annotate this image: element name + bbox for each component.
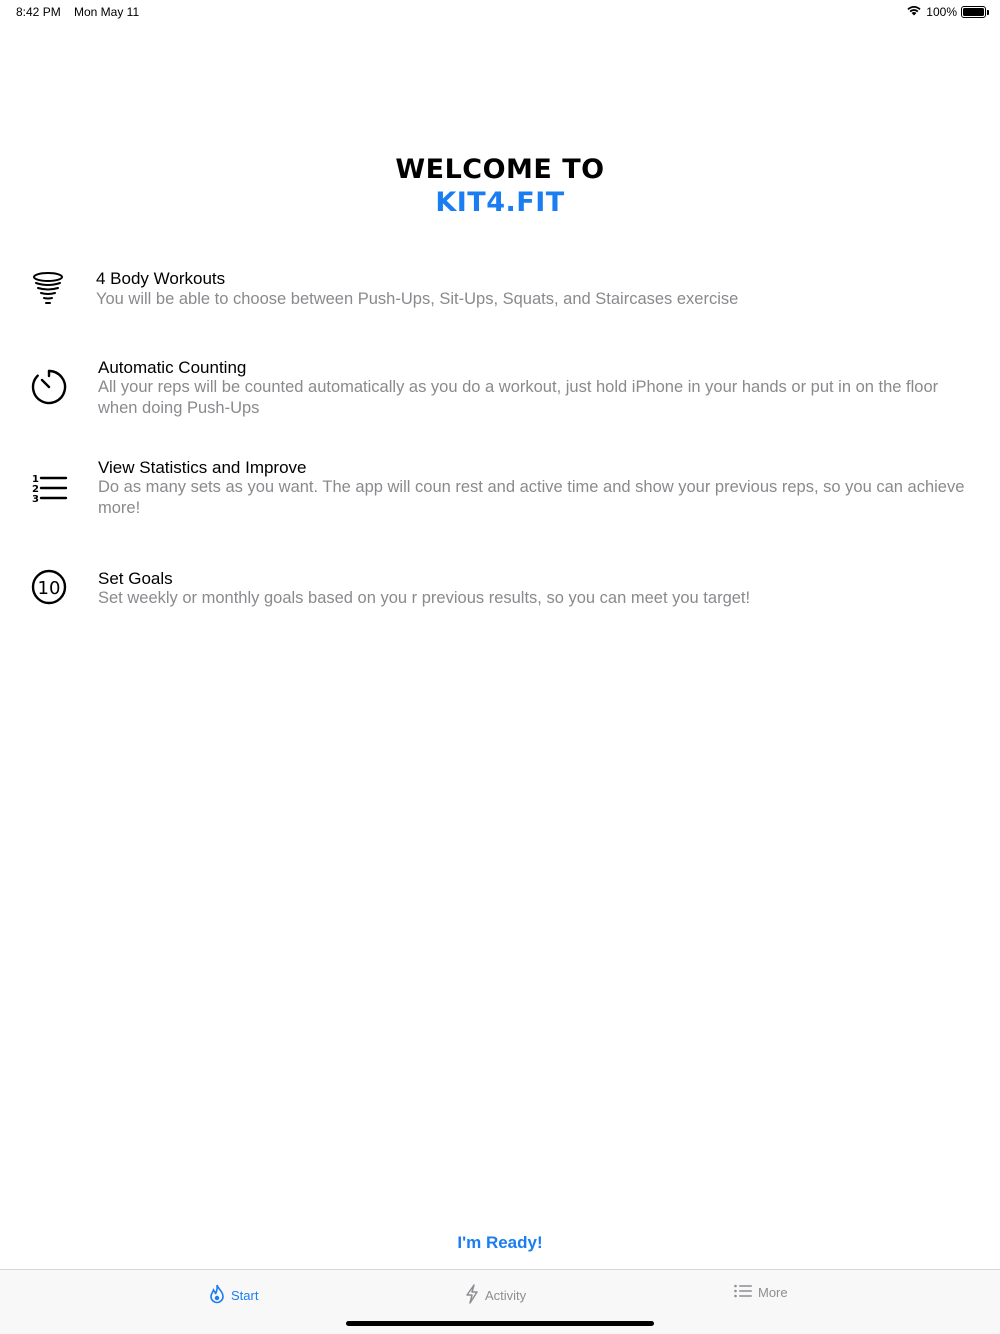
svg-text:10: 10	[37, 578, 61, 599]
bolt-icon	[465, 1284, 479, 1307]
welcome-title: WELCOME TO	[395, 154, 605, 185]
svg-text:3: 3	[32, 494, 39, 505]
feature-description: All your reps will be counted automatically as you do a workout, just hold iPhone in your hands or put in on the floor when doing Push-Ups	[98, 378, 939, 417]
status-date: Mon May 11	[74, 5, 140, 19]
feature-description: You will be able to choose between Push-Ups, Sit-Ups, Squats, and Staircases exercise	[96, 290, 739, 308]
home-indicator	[346, 1321, 654, 1326]
feature-description: Set weekly or monthly goals based on you r previous results, so you can meet you target!	[98, 589, 751, 607]
status-time: 8:42 PM	[16, 5, 61, 19]
tab-label: Start	[231, 1288, 259, 1303]
battery-icon	[961, 6, 986, 18]
tab-label: More	[758, 1285, 788, 1300]
feature-description: Do as many sets as you want. The app will coun rest and active time and show your previous reps, so you can achieve more!	[98, 478, 965, 517]
tab-activity[interactable]	[465, 1284, 526, 1307]
tab-more[interactable]	[734, 1284, 788, 1301]
tab-start[interactable]	[209, 1284, 258, 1307]
tornado-icon	[29, 268, 69, 308]
feature-title: View Statistics and Improve	[98, 458, 307, 477]
svg-text:2: 2	[32, 484, 39, 495]
numbered-list-icon	[29, 468, 69, 508]
feature-title: Automatic Counting	[98, 358, 247, 377]
feature-title: 4 Body Workouts	[96, 269, 226, 288]
im-ready-button[interactable]: I'm Ready!	[0, 1233, 1000, 1253]
list-icon	[734, 1284, 752, 1301]
battery-percent: 100%	[926, 4, 957, 19]
status-bar	[0, 0, 1000, 24]
feature-title: Set Goals	[98, 569, 173, 588]
circled-ten-icon	[29, 568, 69, 608]
flame-icon	[209, 1284, 225, 1307]
timer-icon	[29, 367, 69, 407]
svg-text:1: 1	[32, 474, 39, 485]
status-indicators	[906, 4, 986, 19]
battery-fill	[963, 8, 984, 16]
brand-title: KIT4.FIT	[435, 187, 565, 218]
tab-label: Activity	[485, 1288, 527, 1303]
wifi-icon	[906, 4, 922, 19]
